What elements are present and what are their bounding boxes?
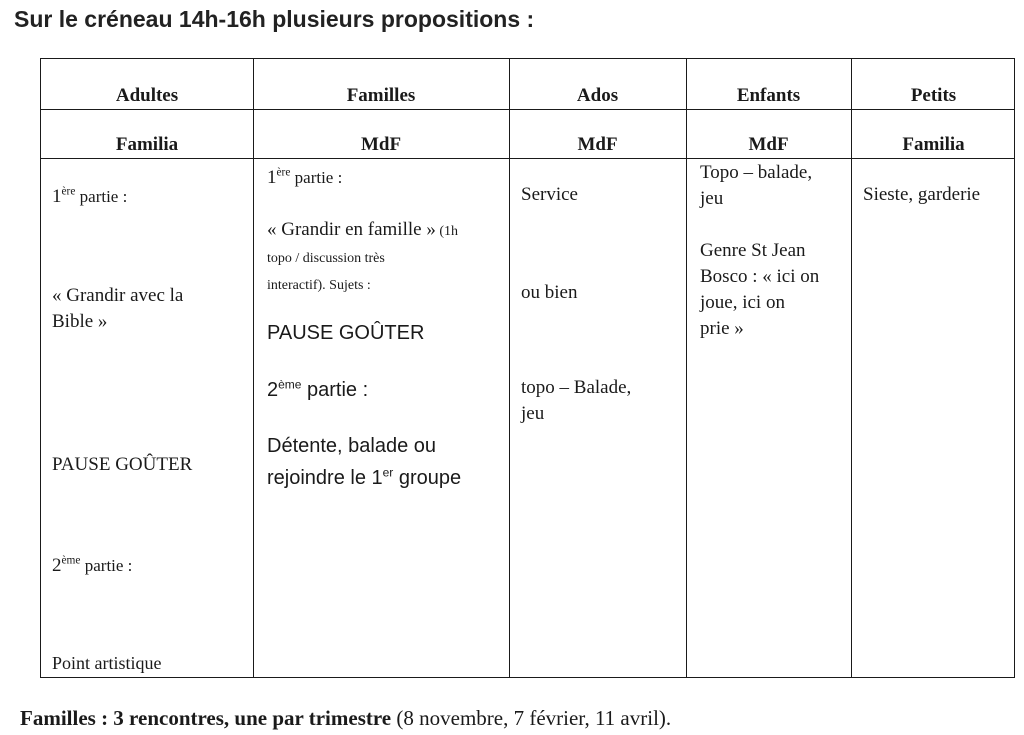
enfants-activity: Topo – balade, jeu [700,162,813,209]
header-place-ados: MdF [577,134,618,155]
petits-activity: Sieste, garderie [863,184,981,205]
adultes-theme: « Grandir avec la Bible » [52,285,184,332]
header-group-enfants: Enfants [736,85,801,106]
footer-note: Familles : 3 rencontres, une par trimestre (8 novembre, 7 février, 11 avril). [20,706,672,730]
enfants-description: Genre St Jean Bosco : « ici on joue, ici on prie » [700,240,820,339]
header-group-ados: Ados [576,85,619,106]
header-place-petits: Familia [902,134,965,155]
row-divider [41,158,1014,159]
ados-option-service: Service [521,184,578,205]
header-place-familles: MdF [360,134,402,155]
familles-part1-heading: 1ère partie : [267,166,343,188]
ados-option-topo: topo – Balade, jeu [521,377,632,424]
familles-activity: Détente, balade ou rejoindre le 1er groupe [267,435,462,489]
familles-theme: « Grandir en famille » (1h topo / discussion très interactif). Sujets : [267,219,459,293]
adultes-pause: PAUSE GOÛTER [52,454,193,475]
adultes-part1-heading: 1ère partie : [52,185,128,207]
page-title: Sur le créneau 14h-16h plusieurs propositions : [14,6,535,32]
header-group-adultes: Adultes [115,85,179,106]
header-place-enfants: MdF [748,134,789,155]
familles-pause: PAUSE GOÛTER [267,322,425,344]
header-group-petits: Petits [910,85,957,106]
ados-or: ou bien [521,282,578,303]
row-divider [41,109,1014,110]
adultes-activity: Point artistique [52,653,162,673]
header-place-adultes: Familia [115,134,179,155]
header-group-familles: Familles [346,85,416,106]
schedule-table [40,58,1015,678]
adultes-part2-heading: 2ème partie : [52,554,133,576]
familles-part2-heading: 2ème partie : [267,377,369,401]
